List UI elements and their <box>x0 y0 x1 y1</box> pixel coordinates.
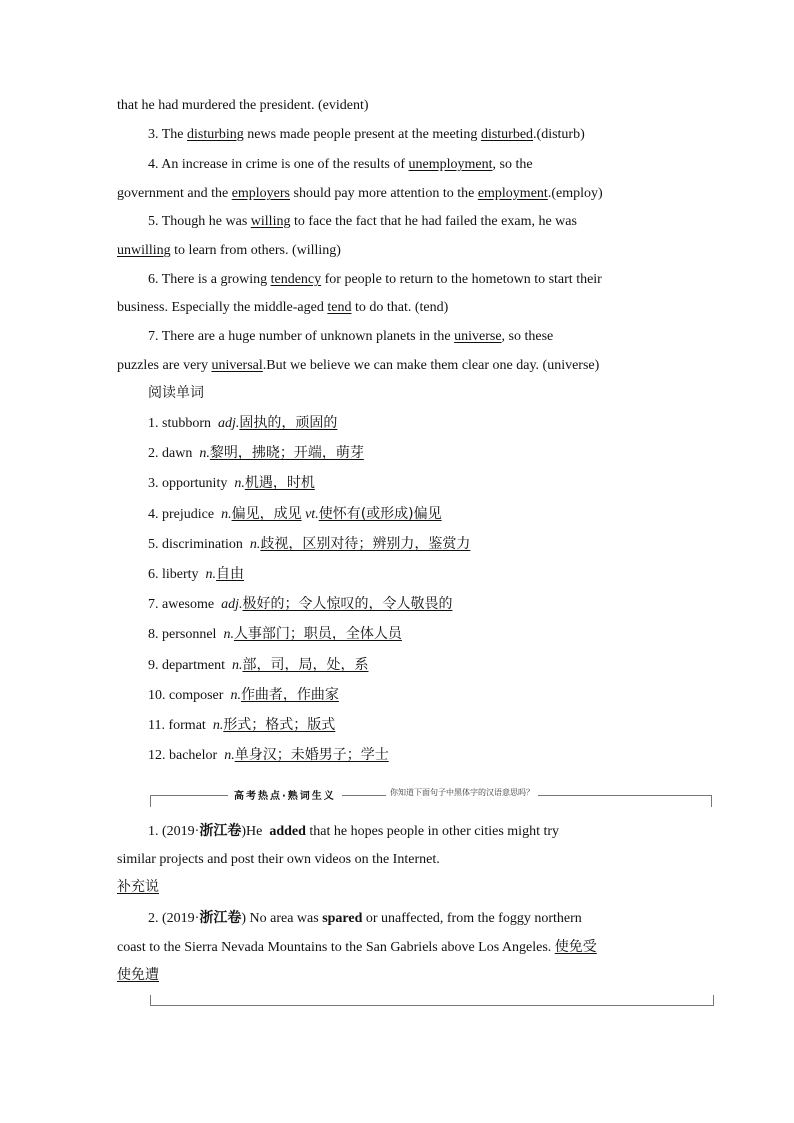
vocab-word: liberty <box>162 567 199 582</box>
text: or unaffected, from the foggy northern <box>365 911 582 926</box>
text: ) No area was <box>241 911 319 926</box>
part-of-speech: n. <box>224 748 235 763</box>
hotspot-title: 高考热点·熟词生义 <box>228 787 342 802</box>
vocab-word: bachelor <box>169 748 218 763</box>
hotspot-answer-2: 使免遭 <box>117 967 159 983</box>
vocab-word: dawn <box>162 446 193 461</box>
text: puzzles are very <box>117 358 208 373</box>
text: to do that. (tend) <box>354 300 449 315</box>
hotspot-question-1-line2: similar projects and post their own videos on the Internet. <box>117 852 440 867</box>
text: , so these <box>501 329 554 344</box>
vocab-item <box>148 444 364 463</box>
text: There are a huge number of unknown planets in the <box>161 329 451 344</box>
text: coast to the Sierra Nevada Mountains to the San Gabriels above Los Angeles. <box>117 940 552 955</box>
part-of-speech: vt. <box>305 507 319 522</box>
item-number: 2. <box>148 911 159 926</box>
exam-name: 浙江卷 <box>199 910 242 926</box>
item-number: 6. <box>148 567 159 582</box>
item-number: 9. <box>148 658 159 673</box>
text: , so the <box>492 157 533 172</box>
vocab-word: personnel <box>162 627 217 642</box>
vocab-meaning: 人事部门；职员，全体人员 <box>233 626 402 642</box>
text: to face the fact that he had failed the exam, he was <box>293 214 577 229</box>
text: An increase in crime is one of the results of <box>161 157 405 172</box>
answer: tend <box>327 300 352 315</box>
item-number: 4. <box>148 157 159 172</box>
vocab-meaning: 使怀有(或形成)偏见 <box>318 506 442 522</box>
exercise-item-6-line2 <box>117 299 448 317</box>
text: news made people present at the meeting <box>247 127 478 142</box>
vocab-meaning: 偏见，成见 <box>231 506 302 522</box>
vocab-meaning: 形式；格式；版式 <box>223 717 336 733</box>
key-word: spared <box>322 911 363 926</box>
vocab-item <box>148 535 470 554</box>
exercise-item-5 <box>148 213 577 231</box>
answer: disturbed <box>480 127 534 142</box>
answer: willing <box>250 214 291 229</box>
item-number: 3. <box>148 127 159 142</box>
source: (2019· <box>162 911 200 926</box>
item-number: 2. <box>148 446 159 461</box>
text: .(employ) <box>547 186 603 201</box>
text: that he hopes people in other cities might try <box>309 824 560 839</box>
part-of-speech: n. <box>230 688 241 703</box>
part-of-speech: n. <box>199 446 210 461</box>
vocab-word: department <box>162 658 225 673</box>
hotspot-bottom-bracket <box>150 995 714 1006</box>
answer: universe <box>454 329 502 344</box>
vocab-meaning: 歧视，区别对待；辨别力，鉴赏力 <box>260 536 471 552</box>
text: The <box>161 127 184 142</box>
answer: tendency <box>270 272 322 287</box>
hotspot-answer-1: 补充说 <box>117 879 159 895</box>
text: government and the <box>117 186 229 201</box>
part-of-speech: n. <box>205 567 217 582</box>
part-of-speech: n. <box>223 627 234 642</box>
item-number: 12. <box>148 748 166 763</box>
part-of-speech: n. <box>234 476 245 491</box>
vocab-item <box>148 474 315 493</box>
vocab-item <box>148 716 335 735</box>
text: .But we believe we can make them clear one day. (universe) <box>262 358 600 373</box>
vocab-meaning: 固执的，顽固的 <box>239 415 338 431</box>
text: )He <box>241 824 263 839</box>
exercise-continuation: that he had murdered the president. (evident) <box>117 98 369 113</box>
part-of-speech: n. <box>231 658 243 673</box>
part-of-speech: n. <box>212 718 224 733</box>
item-number: 3. <box>148 476 159 491</box>
hotspot-question-2-line2 <box>117 938 597 957</box>
text: There is a growing <box>161 272 268 287</box>
vocab-meaning: 部，司，局，处，系 <box>242 657 369 673</box>
vocab-item <box>148 656 368 675</box>
reading-words-heading: 阅读单词 <box>148 385 204 401</box>
item-number: 11. <box>148 718 165 733</box>
answer: unwilling <box>117 243 171 258</box>
vocab-item <box>148 505 442 524</box>
answer: employment <box>477 186 548 201</box>
exercise-item-7-line2 <box>117 357 599 375</box>
answer: 使免受 <box>554 939 597 955</box>
exam-name: 浙江卷 <box>199 823 242 839</box>
exercise-item-4-line2 <box>117 185 603 203</box>
vocab-word: prejudice <box>162 507 215 522</box>
exercise-item-4 <box>148 156 533 174</box>
item-number: 5. <box>148 537 159 552</box>
item-number: 7. <box>148 329 159 344</box>
item-number: 5. <box>148 214 159 229</box>
part-of-speech: n. <box>221 507 232 522</box>
hotspot-question-2 <box>148 909 582 928</box>
exercise-item-7 <box>148 328 553 346</box>
vocab-item <box>148 565 244 584</box>
answer: disturbing <box>187 127 244 142</box>
part-of-speech: adj. <box>218 416 240 431</box>
text: to learn from others. (willing) <box>174 243 341 258</box>
vocab-item <box>148 746 389 765</box>
item-number: 6. <box>148 272 159 287</box>
vocab-word: opportunity <box>162 476 228 491</box>
item-number: 4. <box>148 507 159 522</box>
exercise-item-6 <box>148 271 602 289</box>
answer: unemployment <box>408 157 493 172</box>
vocab-meaning: 极好的；令人惊叹的，令人敬畏的 <box>242 596 453 612</box>
vocab-item <box>148 595 452 614</box>
vocab-item <box>148 686 339 705</box>
vocab-word: stubborn <box>162 416 211 431</box>
hotspot-question-1 <box>148 822 559 841</box>
text: .(disturb) <box>533 127 585 142</box>
vocab-meaning: 机遇，时机 <box>244 475 315 491</box>
text: Though he was <box>161 214 248 229</box>
text: for people to return to the hometown to start their <box>324 272 602 287</box>
vocab-word: composer <box>169 688 224 703</box>
vocab-meaning: 自由 <box>216 566 245 582</box>
answer: employers <box>231 186 291 201</box>
answer: universal <box>211 358 263 373</box>
vocab-word: format <box>168 718 206 733</box>
hotspot-hint: 你知道下面句子中黑体字的汉语意思吗？ <box>386 787 538 798</box>
text: business. Especially the middle‑aged <box>117 300 324 315</box>
hotspot-banner <box>150 781 712 809</box>
vocab-item <box>148 625 402 644</box>
part-of-speech: adj. <box>221 597 243 612</box>
item-number: 1. <box>148 824 159 839</box>
vocab-meaning: 作曲者，作曲家 <box>240 687 339 703</box>
part-of-speech: n. <box>249 537 261 552</box>
exercise-item-5-line2 <box>117 242 341 260</box>
source: (2019· <box>162 824 200 839</box>
item-number: 8. <box>148 627 159 642</box>
item-number: 7. <box>148 597 159 612</box>
vocab-meaning: 单身汉；未婚男子；学士 <box>234 747 389 763</box>
key-word: added <box>269 824 306 839</box>
item-number: 10. <box>148 688 166 703</box>
vocab-meaning: 黎明，拂晓；开端，萌芽 <box>209 445 364 461</box>
vocab-item <box>148 414 337 433</box>
item-number: 1. <box>148 416 159 431</box>
vocab-word: discrimination <box>162 537 243 552</box>
text: should pay more attention to the <box>293 186 475 201</box>
exercise-item-3 <box>148 126 585 144</box>
vocab-word: awesome <box>162 597 215 612</box>
